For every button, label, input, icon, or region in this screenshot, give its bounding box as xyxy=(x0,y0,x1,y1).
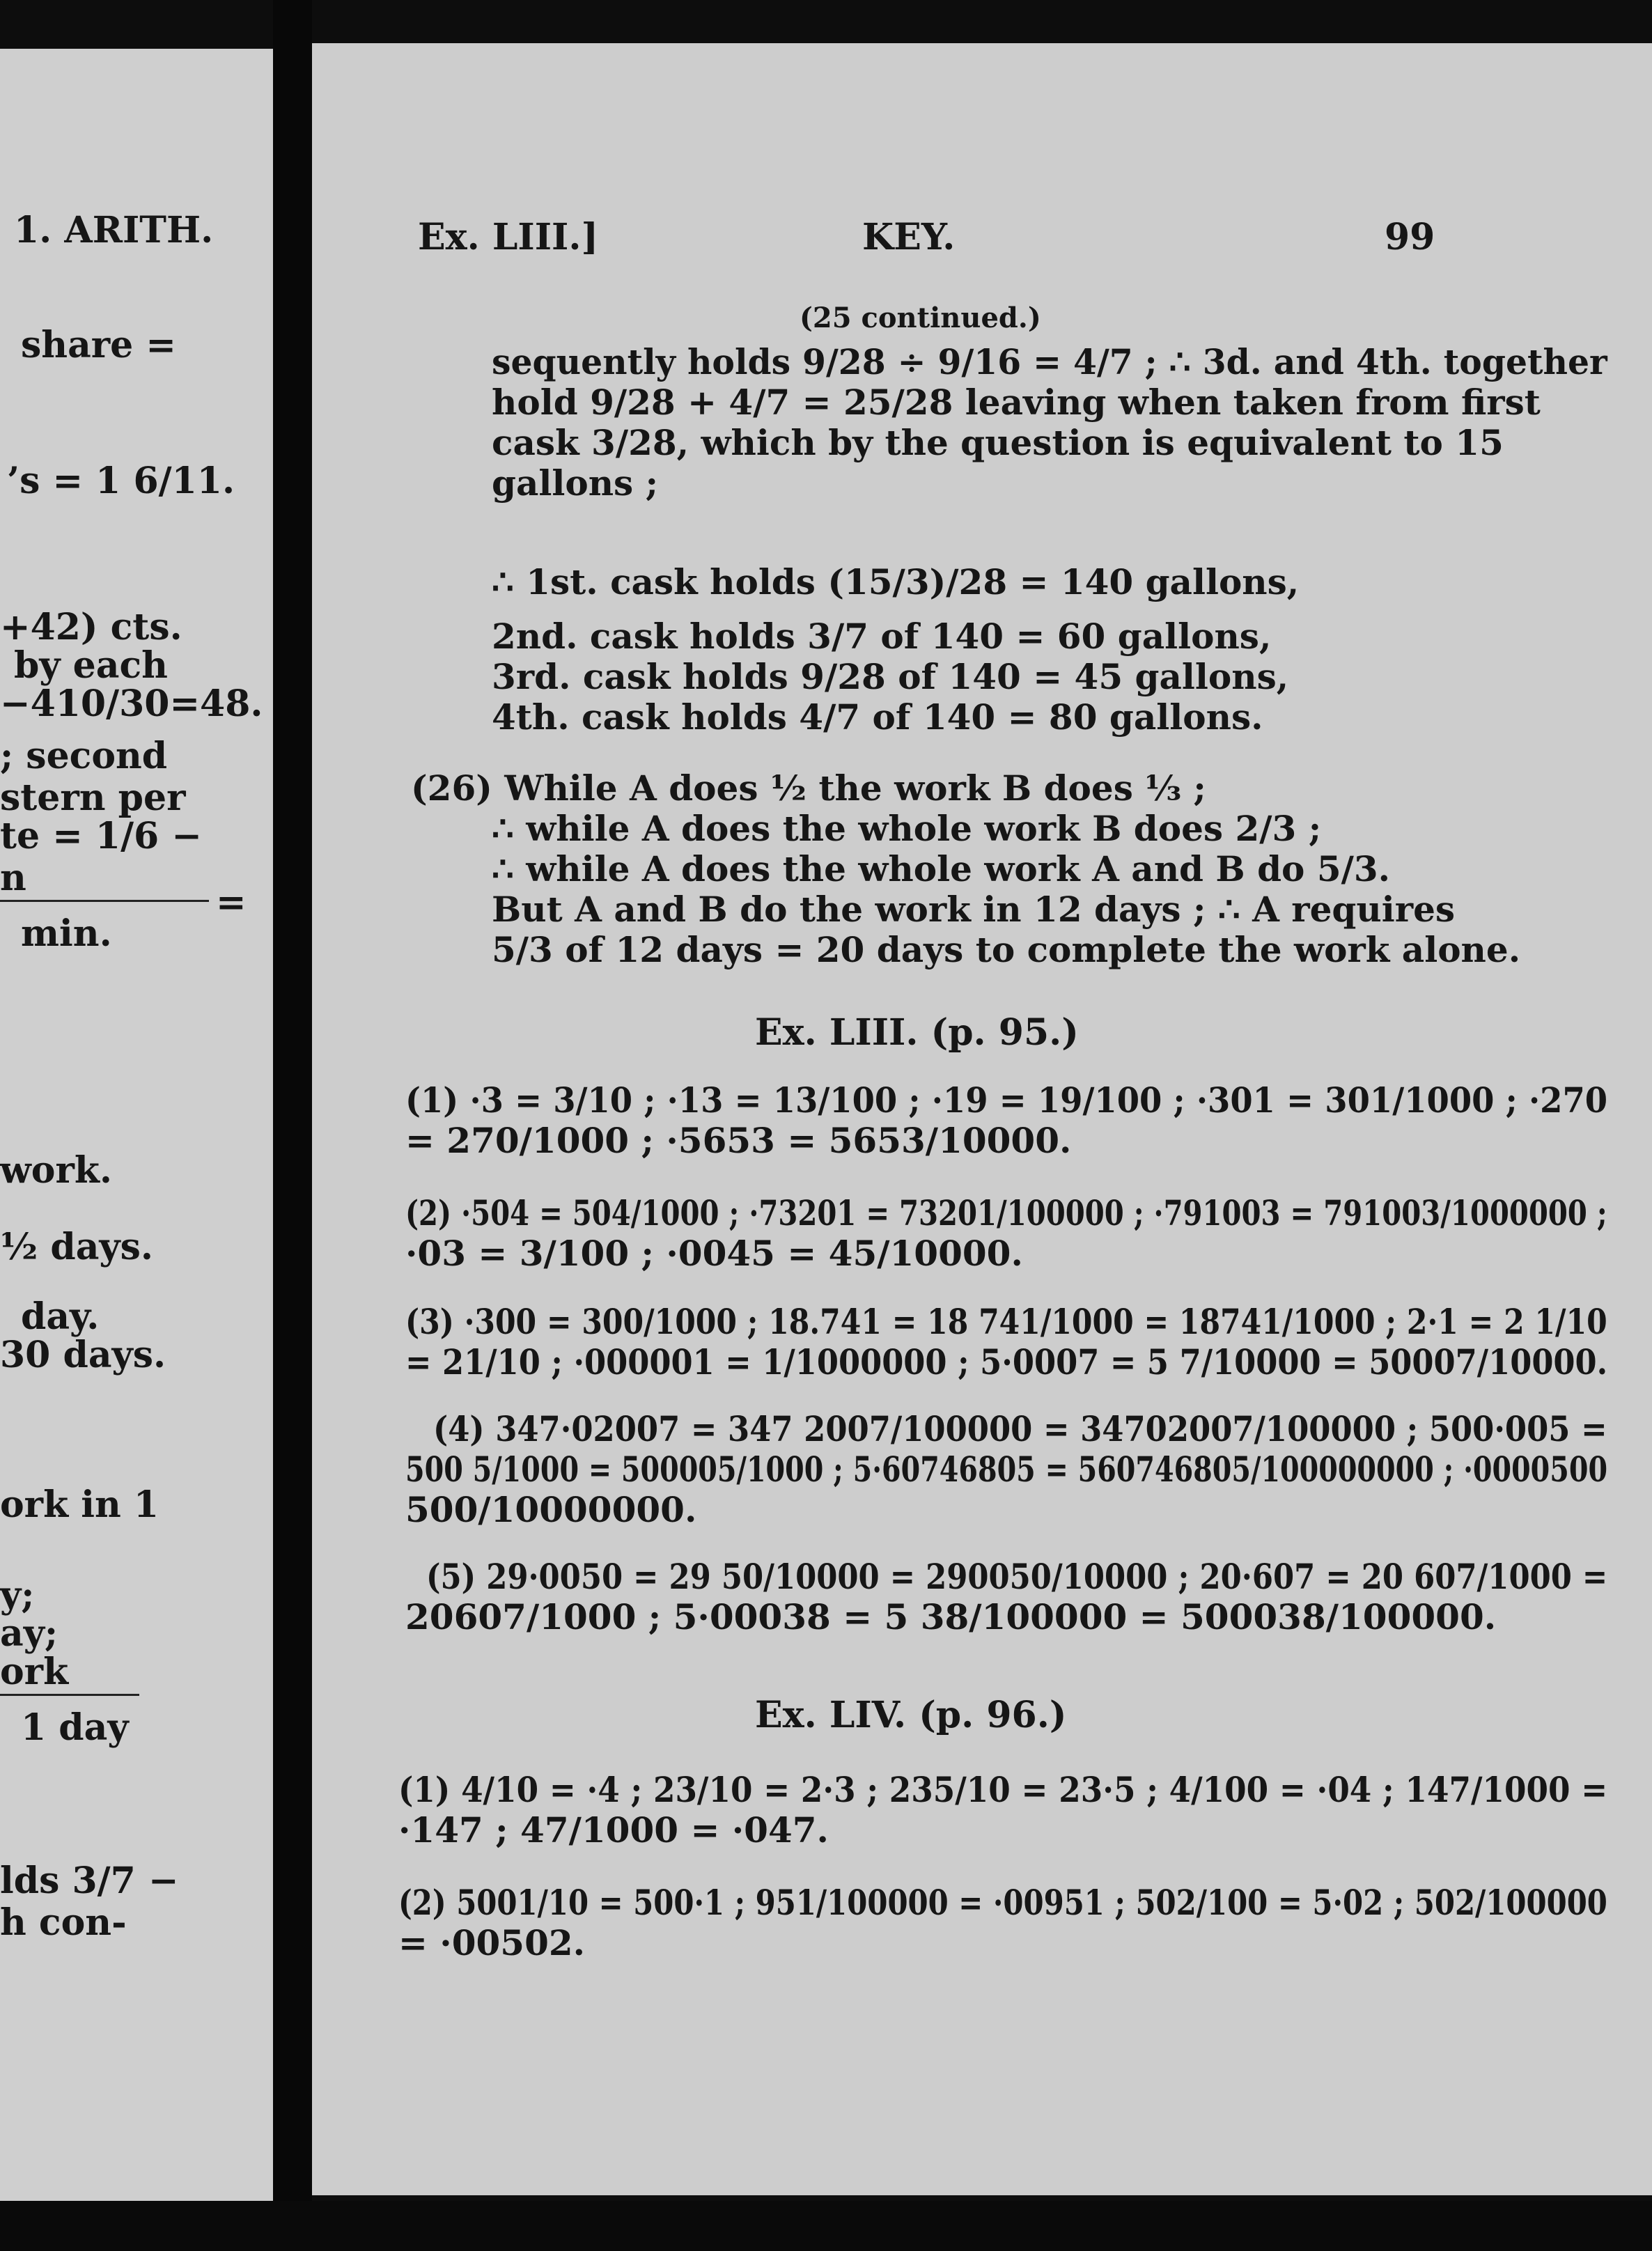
text-line: 2nd. cask holds 3/7 of 140 = 60 gallons, xyxy=(492,616,1272,657)
text-line: ·03 = 3/100 ; ·0045 = 45/10000. xyxy=(405,1233,1023,1274)
left-fragment: −410/30=48. xyxy=(0,683,263,725)
fraction-rule xyxy=(0,900,209,902)
exercise-title: Ex. LIV. (p. 96.) xyxy=(755,1694,1067,1736)
left-fragment: lds 3/7 − xyxy=(0,1860,179,1902)
text-line: (3) ·300 = 300/1000 ; 18.741 = 18 741/1000 = 18741/1000 ; 2·1 = 2 1/10 xyxy=(405,1301,1607,1342)
text-line: hold 9/28 + 4/7 = 25/28 leaving when taken from first xyxy=(492,382,1541,423)
left-fragment: +42) cts. xyxy=(0,606,182,648)
text-line: ·147 ; 47/1000 = ·047. xyxy=(398,1809,829,1851)
left-fragment: ay; xyxy=(0,1612,59,1655)
left-fragment: ork xyxy=(0,1651,69,1693)
left-fragment: n xyxy=(0,857,26,899)
text-line: But A and B do the work in 12 days ; ∴ A requires xyxy=(492,889,1456,930)
left-fragment: h con- xyxy=(0,1901,127,1944)
exercise-title: Ex. LIII. (p. 95.) xyxy=(755,1011,1079,1054)
text-line: (1) ·3 = 3/10 ; ·13 = 13/100 ; ·19 = 19/100 ; ·301 = 301/1000 ; ·270 xyxy=(405,1080,1608,1121)
page-number: 99 xyxy=(1385,216,1435,258)
text-line: 5/3 of 12 days = 20 days to complete the work alone. xyxy=(492,929,1521,970)
text-line: 500 5/1000 = 500005/1000 ; 5·60746805 = 560746805/100000000 ; ·0000500 xyxy=(405,1449,1608,1490)
continued-label: (25 continued.) xyxy=(800,302,1041,334)
right-page xyxy=(312,43,1652,2195)
text-line: 20607/1000 ; 5·00038 = 5 38/100000 = 500038/100000. xyxy=(405,1596,1497,1637)
text-line: 3rd. cask holds 9/28 of 140 = 45 gallons, xyxy=(492,656,1289,697)
scan-border xyxy=(0,2201,1652,2251)
left-fragment: share = xyxy=(21,324,176,366)
left-fragment: ork in 1 xyxy=(0,1483,159,1526)
left-fragment: 30 days. xyxy=(0,1334,166,1376)
text-line: (26) While A does ½ the work B does ⅓ ; xyxy=(411,768,1206,809)
text-line: (1) 4/10 = ·4 ; 23/10 = 2·3 ; 235/10 = 23·5 ; 4/100 = ·04 ; 147/1000 = xyxy=(398,1769,1608,1810)
page-gutter xyxy=(273,0,312,2251)
left-fragment: day. xyxy=(21,1295,100,1338)
text-line: 500/10000000. xyxy=(405,1489,697,1530)
left-fragment: min. xyxy=(21,912,112,955)
left-page xyxy=(0,49,273,2201)
text-line: ∴ while A does the whole work A and B do 5/3. xyxy=(492,848,1391,889)
text-line: (2) 5001/10 = 500·1 ; 951/100000 = ·00951 ; 502/100 = 5·02 ; 502/100000 xyxy=(398,1882,1607,1923)
fraction-rule xyxy=(0,1694,139,1696)
running-head-section: Ex. LIII.] xyxy=(418,216,599,258)
text-line: ∴ while A does the whole work B does 2/3 ; xyxy=(492,808,1322,849)
running-head-title: KEY. xyxy=(862,216,956,258)
left-fragment: 1 day xyxy=(21,1706,129,1749)
text-line: (4) 347·02007 = 347 2007/100000 = 34702007/100000 ; 500·005 = xyxy=(433,1408,1607,1449)
text-line: (2) ·504 = 504/1000 ; ·73201 = 73201/100000 ; ·791003 = 791003/1000000 ; xyxy=(405,1192,1607,1233)
left-fragment: y; xyxy=(0,1574,35,1617)
left-fragment: te = 1/6 − xyxy=(0,815,202,857)
left-fragment: 1. ARITH. xyxy=(14,209,214,251)
text-line: (5) 29·0050 = 29 50/10000 = 290050/10000 ; 20·607 = 20 607/1000 = xyxy=(426,1556,1608,1597)
text-line: gallons ; xyxy=(492,462,659,504)
text-line: ∴ 1st. cask holds (15/3)/28 = 140 gallons, xyxy=(492,561,1300,602)
left-fragment: work. xyxy=(0,1149,112,1192)
text-line: = 270/1000 ; ·5653 = 5653/10000. xyxy=(405,1120,1072,1161)
text-line: sequently holds 9/28 ÷ 9/16 = 4/7 ; ∴ 3d. and 4th. together xyxy=(492,341,1607,382)
text-line: = ·00502. xyxy=(398,1922,586,1963)
left-fragment: ’s = 1 6/11. xyxy=(7,460,235,502)
left-fragment: ½ days. xyxy=(0,1226,153,1268)
left-fragment: = xyxy=(216,881,247,924)
left-fragment: by each xyxy=(14,644,168,687)
text-line: cask 3/28, which by the question is equivalent to 15 xyxy=(492,422,1504,463)
left-fragment: stern per xyxy=(0,777,186,819)
text-line: 4th. cask holds 4/7 of 140 = 80 gallons. xyxy=(492,696,1263,738)
left-fragment: ; second xyxy=(0,735,168,777)
text-line: = 21/10 ; ·000001 = 1/1000000 ; 5·0007 = 5 7/10000 = 50007/10000. xyxy=(405,1341,1608,1382)
